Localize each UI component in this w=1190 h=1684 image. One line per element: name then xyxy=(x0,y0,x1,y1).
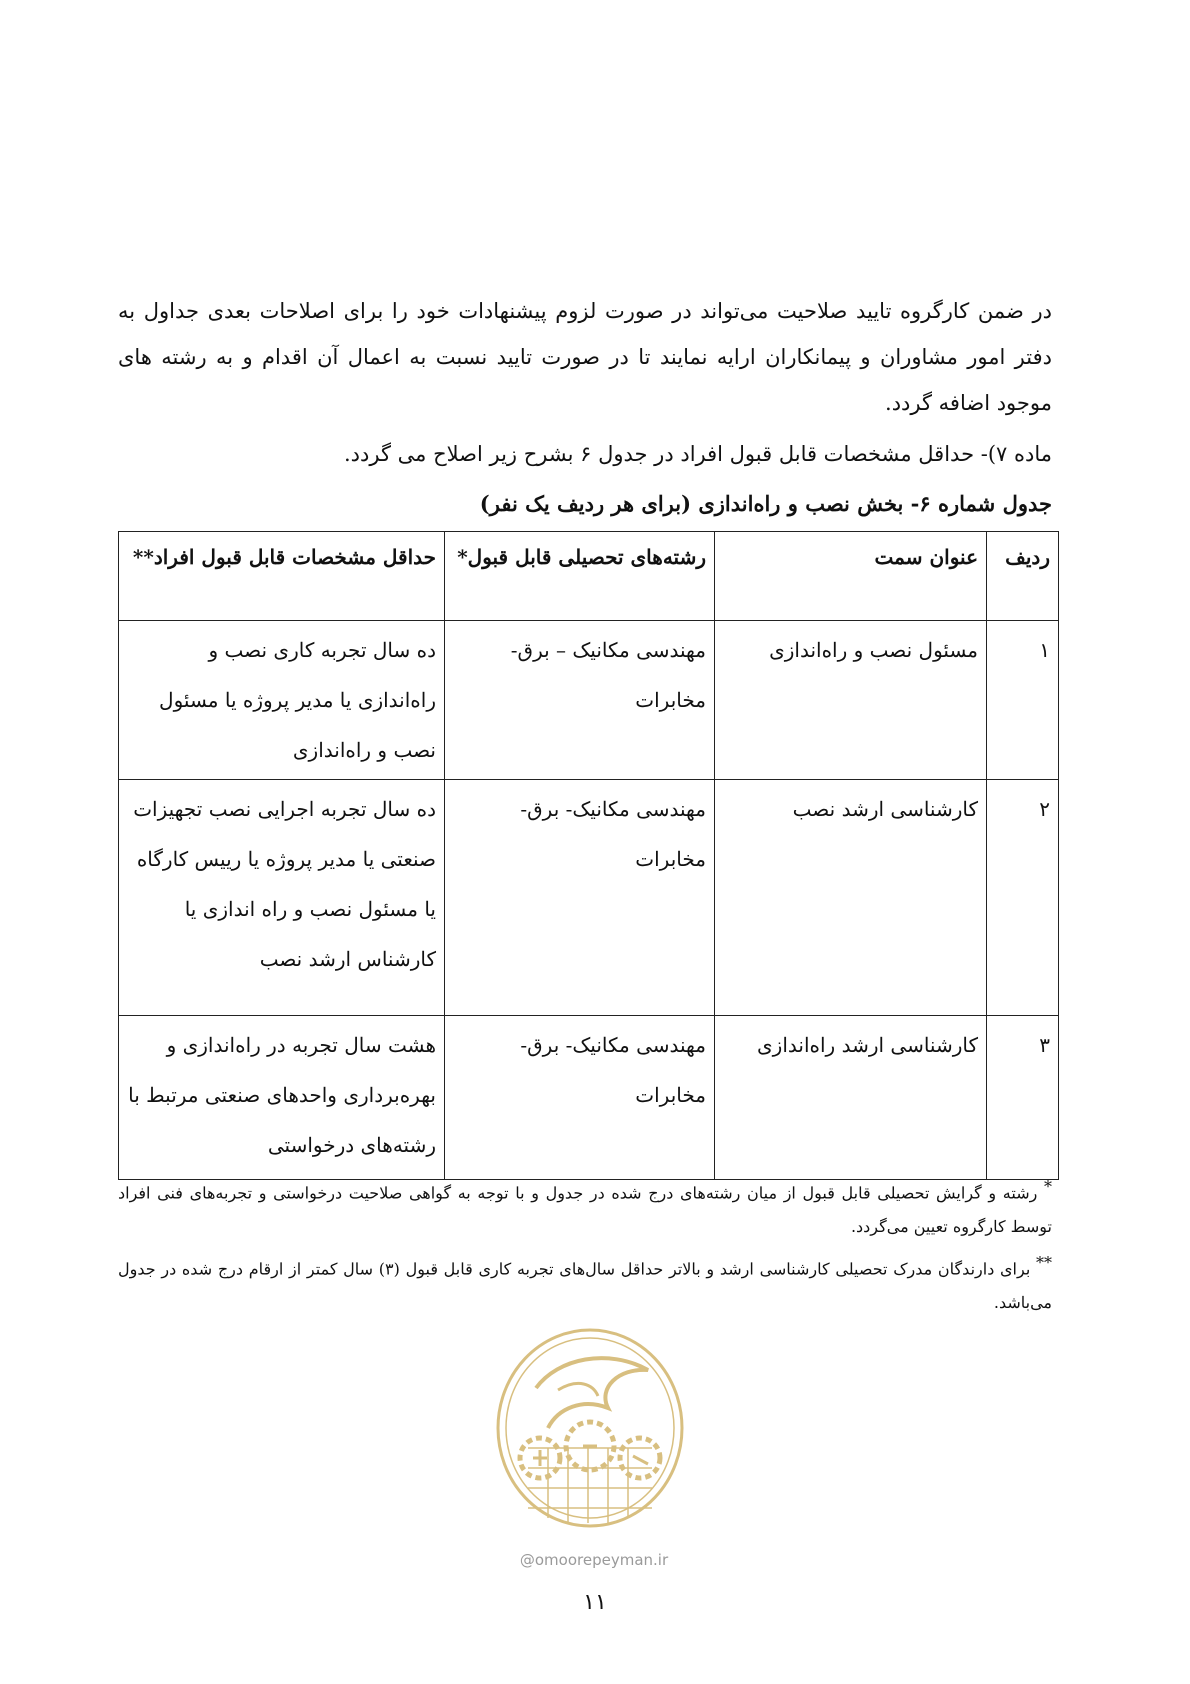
footnote-experience xyxy=(118,1246,1052,1320)
position-title-cell: کارشناسی ارشد نصب xyxy=(715,780,987,1016)
fields-of-study-cell: مهندسی مکانیک – برق- مخابرات xyxy=(445,621,715,780)
website-watermark: @omoorepeyman.ir xyxy=(519,1551,669,1569)
footnote-marker: ** xyxy=(1036,1253,1052,1272)
row-number-cell: ۲ xyxy=(987,780,1059,1016)
intro-paragraph: در ضمن کارگروه تایید صلاحیت می‌تواند در صورت لزوم پیشنهادات خود را برای اصلاحات بعدی جداول به دفتر امور مشاوران و پیمانکاران ارایه نمایند تا در صورت تایید نسبت به اعمال آن اقدام و به رشته های موجود اضافه گردد. xyxy=(118,299,1052,415)
row-number-cell: ۳ xyxy=(987,1016,1059,1180)
minimum-requirements-cell: هشت سال تجربه در راه‌اندازی و بهره‌برداری واحدهای صنعتی مرتبط با رشته‌های درخواستی xyxy=(119,1016,445,1180)
page-number: ۱۱ xyxy=(583,1590,607,1615)
header-position-title: عنوان سمت xyxy=(715,532,987,621)
spec-table xyxy=(118,531,1059,1180)
position-title-cell: کارشناسی ارشد راه‌اندازی xyxy=(715,1016,987,1180)
minimum-requirements-cell: ده سال تجربه اجرایی نصب تجهیزات صنعتی یا مدیر پروژه یا رییس کارگاه یا مسئول نصب و راه اندازی یا کارشناس ارشد نصب xyxy=(119,780,445,1016)
fields-of-study-cell: مهندسی مکانیک- برق- مخابرات xyxy=(445,780,715,1016)
row-number-cell: ۱ xyxy=(987,621,1059,780)
minimum-requirements-cell: ده سال تجربه کاری نصب و راه‌اندازی یا مدیر پروژه یا مسئول نصب و راه‌اندازی xyxy=(119,621,445,780)
footnote-text: رشته و گرایش تحصیلی قابل قبول از میان رشته‌های درج شده در جدول و با توجه به گواهی صلاحیت درخواستی و تجربه‌های فنی افراد توسط کارگروه تعیین می‌گردد. xyxy=(118,1183,1052,1237)
header-row-number: ردیف xyxy=(987,532,1059,621)
position-title-cell: مسئول نصب و راه‌اندازی xyxy=(715,621,987,780)
table-row xyxy=(119,1016,1059,1180)
article-7-text: ماده ۷)- حداقل مشخصات قابل قبول افراد در جدول ۶ بشرح زیر اصلاح می گردد. xyxy=(344,442,1052,466)
header-minimum-requirements: حداقل مشخصات قابل قبول افراد** xyxy=(119,532,445,621)
footnote-marker: * xyxy=(1044,1177,1052,1196)
table-header-row xyxy=(119,532,1059,621)
footnote-text: برای دارندگان مدرک تحصیلی کارشناسی ارشد و بالاتر حداقل سال‌های تجربه کاری قابل قبول (۳) سال کمتر از ارقام درج شده در جدول می‌باشد. xyxy=(118,1259,1052,1313)
omoorepeyman-seal-logo xyxy=(488,1318,693,1558)
table-row xyxy=(119,780,1059,1016)
header-fields-of-study: رشته‌های تحصیلی قابل قبول* xyxy=(445,532,715,621)
table-title: جدول شماره ۶- بخش نصب و راه‌اندازی (برای هر ردیف یک نفر) xyxy=(479,491,1052,516)
footnote-fields xyxy=(118,1170,1052,1244)
table-row xyxy=(119,621,1059,780)
fields-of-study-cell: مهندسی مکانیک- برق- مخابرات xyxy=(445,1016,715,1180)
